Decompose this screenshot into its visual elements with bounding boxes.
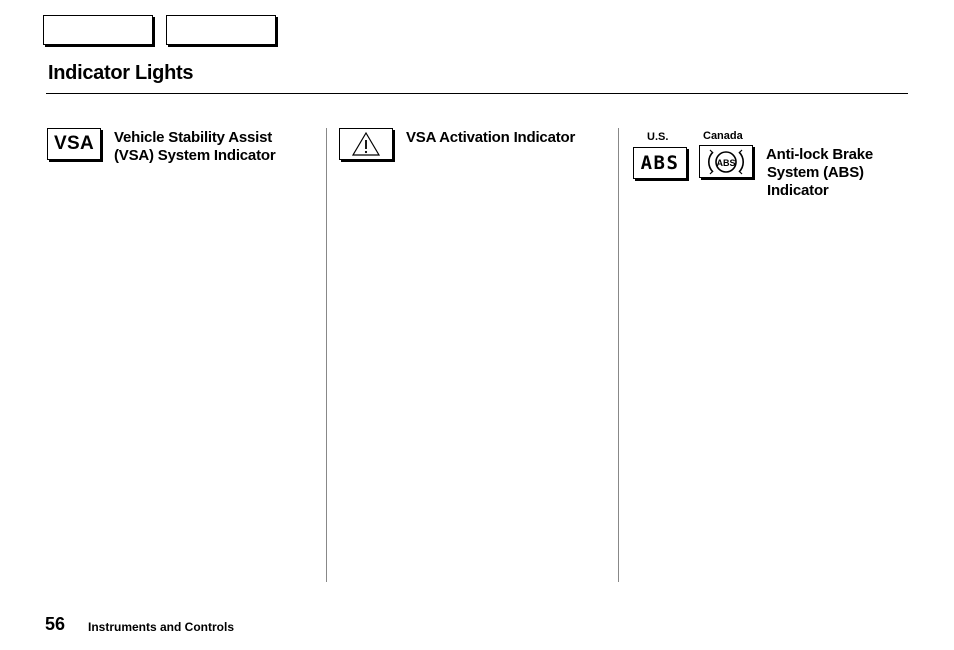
page-number: 56 bbox=[45, 614, 66, 634]
abs-indicator-label bbox=[766, 146, 873, 200]
nav-button-1[interactable] bbox=[43, 15, 153, 45]
column-divider bbox=[618, 128, 619, 582]
label-line: (VSA) System Indicator bbox=[114, 147, 276, 164]
vsa-icon-text: VSA bbox=[54, 133, 94, 154]
label-line: Anti-lock Brake bbox=[766, 146, 874, 163]
vsa-activation-indicator-label bbox=[406, 129, 575, 147]
nav-button-2[interactable] bbox=[166, 15, 276, 45]
label-line: Vehicle Stability Assist bbox=[114, 129, 273, 146]
abs-circle-shape bbox=[702, 147, 750, 177]
canada-label: Canada bbox=[703, 130, 743, 142]
warning-triangle-icon bbox=[339, 128, 393, 160]
abs-text-icon bbox=[633, 147, 687, 179]
warning-triangle-shape bbox=[351, 131, 381, 157]
abs-us-icon-text: ABS bbox=[640, 152, 680, 174]
abs-circle-icon-text: ABS bbox=[716, 157, 736, 168]
title-divider bbox=[46, 93, 908, 94]
label-line: System (ABS) bbox=[767, 164, 864, 181]
abs-circle-icon bbox=[699, 145, 753, 178]
column-divider bbox=[326, 128, 327, 582]
section-name: Instruments and Controls bbox=[88, 620, 235, 634]
us-label: U.S. bbox=[647, 131, 669, 143]
vsa-system-indicator-label bbox=[114, 129, 275, 165]
label-line: Indicator bbox=[767, 182, 829, 199]
vsa-icon bbox=[47, 128, 101, 160]
page-title: Indicator Lights bbox=[48, 62, 194, 84]
label-line: VSA Activation Indicator bbox=[406, 129, 576, 146]
